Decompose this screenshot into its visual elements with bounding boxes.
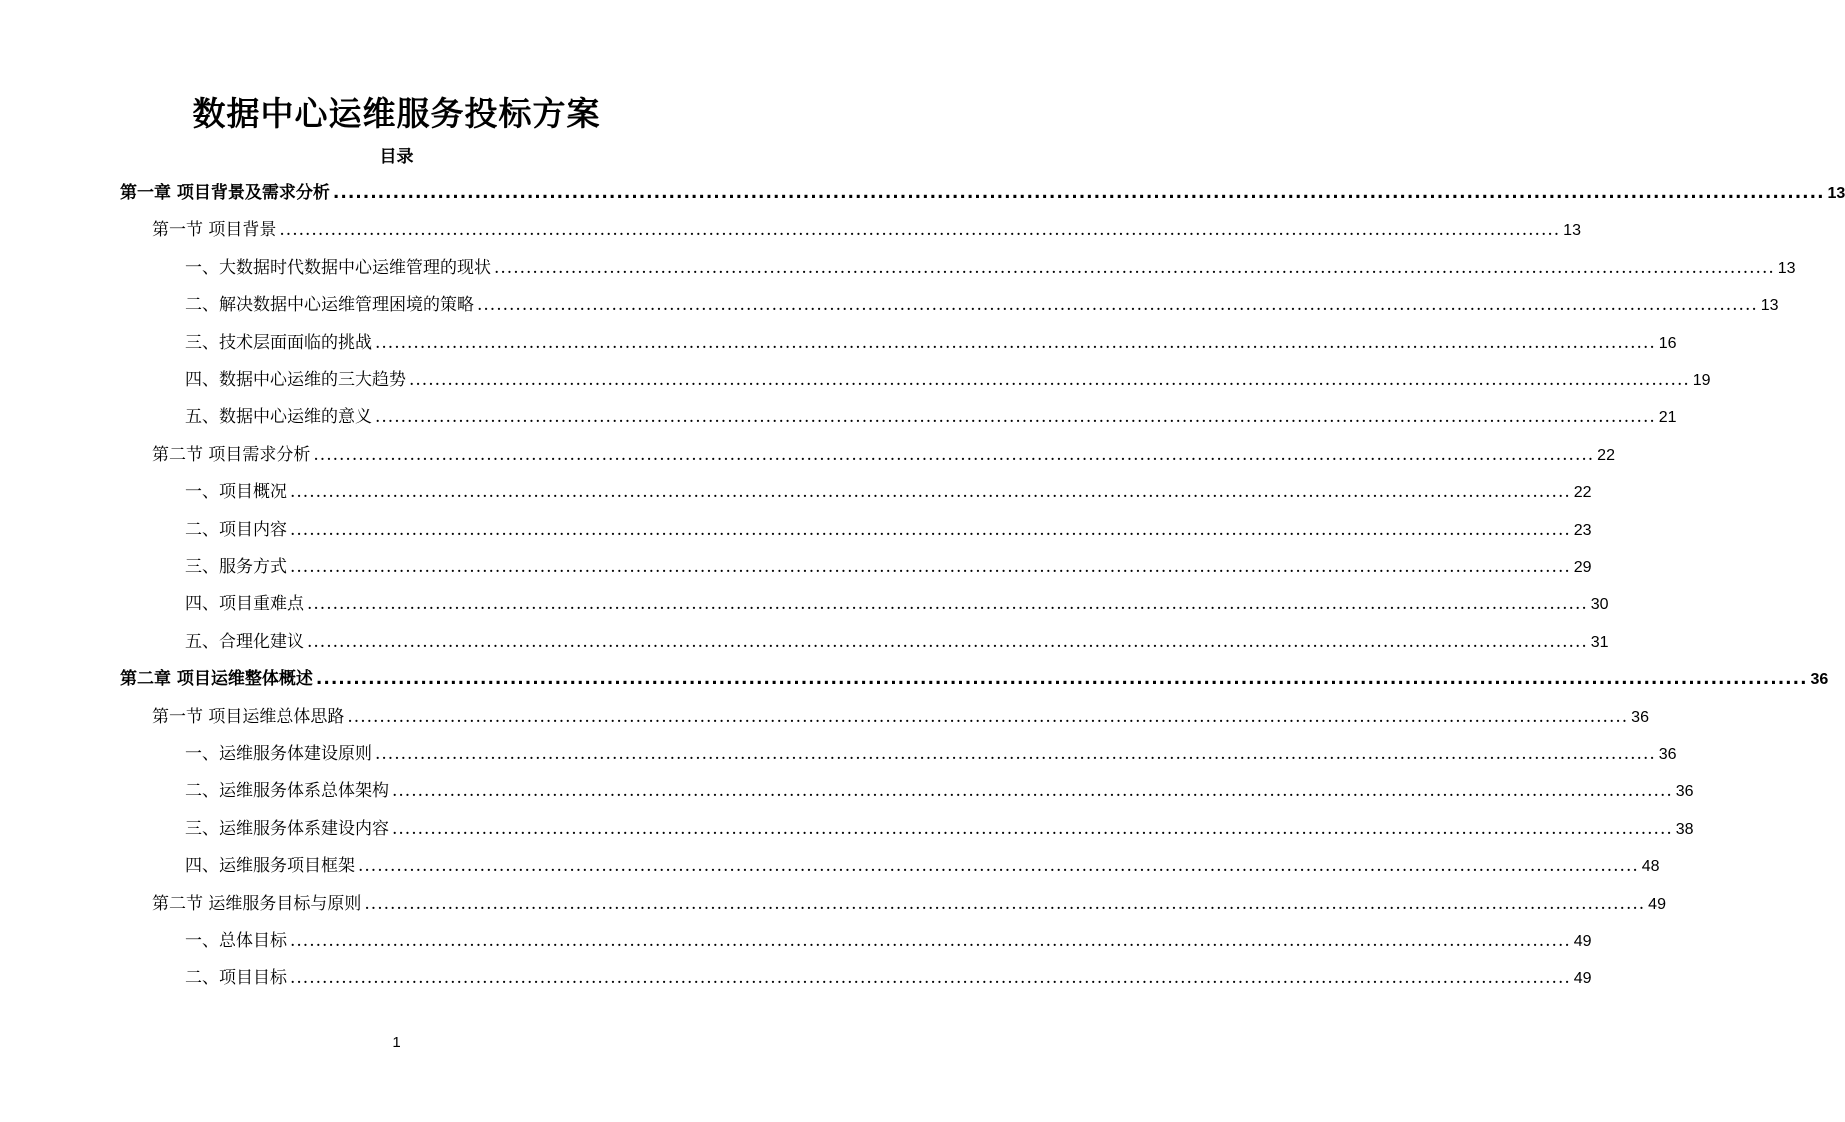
- toc-entry-label: 二、解决数据中心运维管理困境的策略: [185, 295, 474, 316]
- toc-row[interactable]: [152, 212, 1581, 249]
- toc-page-number: 16: [1658, 334, 1677, 352]
- toc-row[interactable]: [185, 250, 1796, 287]
- toc-page-number: 19: [1692, 372, 1711, 389]
- toc-dot-leader: ........................................................................................................................................................................................................: [315, 669, 1808, 690]
- toc-row[interactable]: [185, 399, 1677, 436]
- toc-entry-label: 第二节 项目需求分析: [152, 444, 311, 465]
- toc-page-number: 22: [1597, 446, 1615, 464]
- toc-row[interactable]: [185, 624, 1609, 661]
- toc-dot-leader: ........................................................................................................................................................................................................: [290, 519, 1571, 540]
- toc-row[interactable]: [185, 512, 1592, 549]
- toc-entry-label: 第一节 项目背景: [152, 220, 277, 241]
- toc-row[interactable]: [185, 923, 1592, 960]
- toc-entry-label: 第二章 项目运维整体概述: [120, 669, 313, 690]
- page-number: 1: [392, 1034, 401, 1051]
- toc-dot-leader: ........................................................................................................................................................................................................: [392, 818, 1673, 839]
- toc-dot-leader: ........................................................................................................................................................................................................: [358, 856, 1639, 877]
- toc-page-number: 36: [1631, 708, 1649, 726]
- toc-entry-label: 四、运维服务项目框架: [185, 856, 355, 877]
- toc-row[interactable]: [120, 661, 1829, 698]
- toc-dot-leader: ........................................................................................................................................................................................................: [290, 931, 1571, 951]
- toc-page-number: 36: [1810, 671, 1829, 689]
- toc-page-number: 13: [1563, 222, 1581, 240]
- toc-page-number: 31: [1590, 633, 1609, 651]
- toc-entry-label: 三、服务方式: [185, 557, 287, 577]
- toc-row[interactable]: [152, 886, 1666, 923]
- toc-row[interactable]: [185, 287, 1779, 324]
- toc-page-number: 30: [1590, 596, 1609, 614]
- toc-dot-leader: ........................................................................................................................................................................................................: [313, 444, 1595, 465]
- toc-row[interactable]: [185, 325, 1677, 362]
- toc-dot-leader: ........................................................................................................................................................................................................: [307, 594, 1588, 615]
- toc-dot-leader: ........................................................................................................................................................................................................: [279, 220, 1561, 241]
- page-title: 数据中心运维服务投标方案: [192, 94, 601, 133]
- toc-entry-label: 五、合理化建议: [185, 631, 304, 652]
- toc-row[interactable]: [152, 699, 1649, 736]
- toc-heading: 目录: [379, 147, 414, 167]
- toc-page-number: 23: [1573, 521, 1592, 539]
- toc-page-number: 36: [1658, 746, 1677, 763]
- toc-row[interactable]: [185, 736, 1677, 773]
- toc-row[interactable]: [185, 474, 1592, 511]
- toc-row[interactable]: [152, 437, 1615, 474]
- toc-page-number: 29: [1573, 559, 1592, 576]
- toc-dot-leader: ........................................................................................................................................................................................................: [392, 781, 1673, 802]
- toc-dot-leader: ........................................................................................................................................................................................................: [375, 407, 1656, 428]
- toc-entry-label: 二、项目内容: [185, 519, 287, 540]
- toc-page-number: 48: [1641, 858, 1660, 876]
- toc-entry-label: 四、数据中心运维的三大趋势: [185, 370, 406, 390]
- toc-entry-label: 一、运维服务体建设原则: [185, 744, 372, 764]
- toc-row[interactable]: [185, 586, 1609, 623]
- toc-dot-leader: ........................................................................................................................................................................................................: [364, 893, 1646, 914]
- toc-row[interactable]: [185, 811, 1694, 848]
- toc-row[interactable]: [185, 549, 1592, 586]
- toc-entry-label: 一、项目概况: [185, 482, 287, 503]
- toc-row[interactable]: [185, 362, 1711, 399]
- toc-dot-leader: ........................................................................................................................................................................................................: [290, 557, 1571, 577]
- toc-row[interactable]: [185, 773, 1694, 810]
- toc-dot-leader: ........................................................................................................................................................................................................: [290, 968, 1571, 989]
- toc-dot-leader: ........................................................................................................................................................................................................: [307, 631, 1588, 652]
- toc-row[interactable]: [185, 960, 1592, 997]
- toc-entry-label: 三、技术层面面临的挑战: [185, 332, 372, 353]
- toc-entry-label: 四、项目重难点: [185, 594, 304, 615]
- toc-entry-label: 第一章 项目背景及需求分析: [120, 183, 330, 203]
- toc-page-number: 13: [1760, 297, 1779, 315]
- toc-entry-label: 第一节 项目运维总体思路: [152, 706, 345, 727]
- toc-dot-leader: ........................................................................................................................................................................................................: [347, 706, 1629, 727]
- toc-page-number: 36: [1675, 783, 1694, 801]
- toc-entry-label: 三、运维服务体系建设内容: [185, 818, 389, 839]
- toc-entry-label: 一、总体目标: [185, 931, 287, 951]
- toc-dot-leader: ........................................................................................................................................................................................................: [375, 332, 1656, 353]
- toc-row[interactable]: [120, 175, 1845, 212]
- toc-entry-label: 五、数据中心运维的意义: [185, 407, 372, 428]
- toc-dot-leader: ........................................................................................................................................................................................................: [290, 482, 1571, 503]
- toc-page-number: 38: [1675, 820, 1694, 838]
- toc-dot-leader: ........................................................................................................................................................................................................: [494, 257, 1775, 278]
- toc-row[interactable]: [185, 848, 1660, 885]
- toc-entry-label: 二、项目目标: [185, 968, 287, 989]
- toc-page-number: 49: [1648, 895, 1666, 913]
- toc-dot-leader: ........................................................................................................................................................................................................: [332, 183, 1825, 203]
- toc-page-number: 49: [1573, 970, 1592, 988]
- toc-page-number: 13: [1827, 185, 1845, 202]
- toc-entry-label: 第二节 运维服务目标与原则: [152, 893, 362, 914]
- toc-entry-label: 二、运维服务体系总体架构: [185, 781, 389, 802]
- toc-page-number: 22: [1573, 484, 1592, 502]
- toc-page-number: 21: [1658, 409, 1677, 427]
- toc-entry-label: 一、大数据时代数据中心运维管理的现状: [185, 257, 491, 278]
- toc-dot-leader: ........................................................................................................................................................................................................: [477, 295, 1758, 316]
- toc-page-number: 49: [1573, 933, 1592, 950]
- toc-page-number: 13: [1777, 259, 1796, 277]
- toc-dot-leader: ........................................................................................................................................................................................................: [409, 370, 1690, 390]
- toc-dot-leader: ........................................................................................................................................................................................................: [375, 744, 1656, 764]
